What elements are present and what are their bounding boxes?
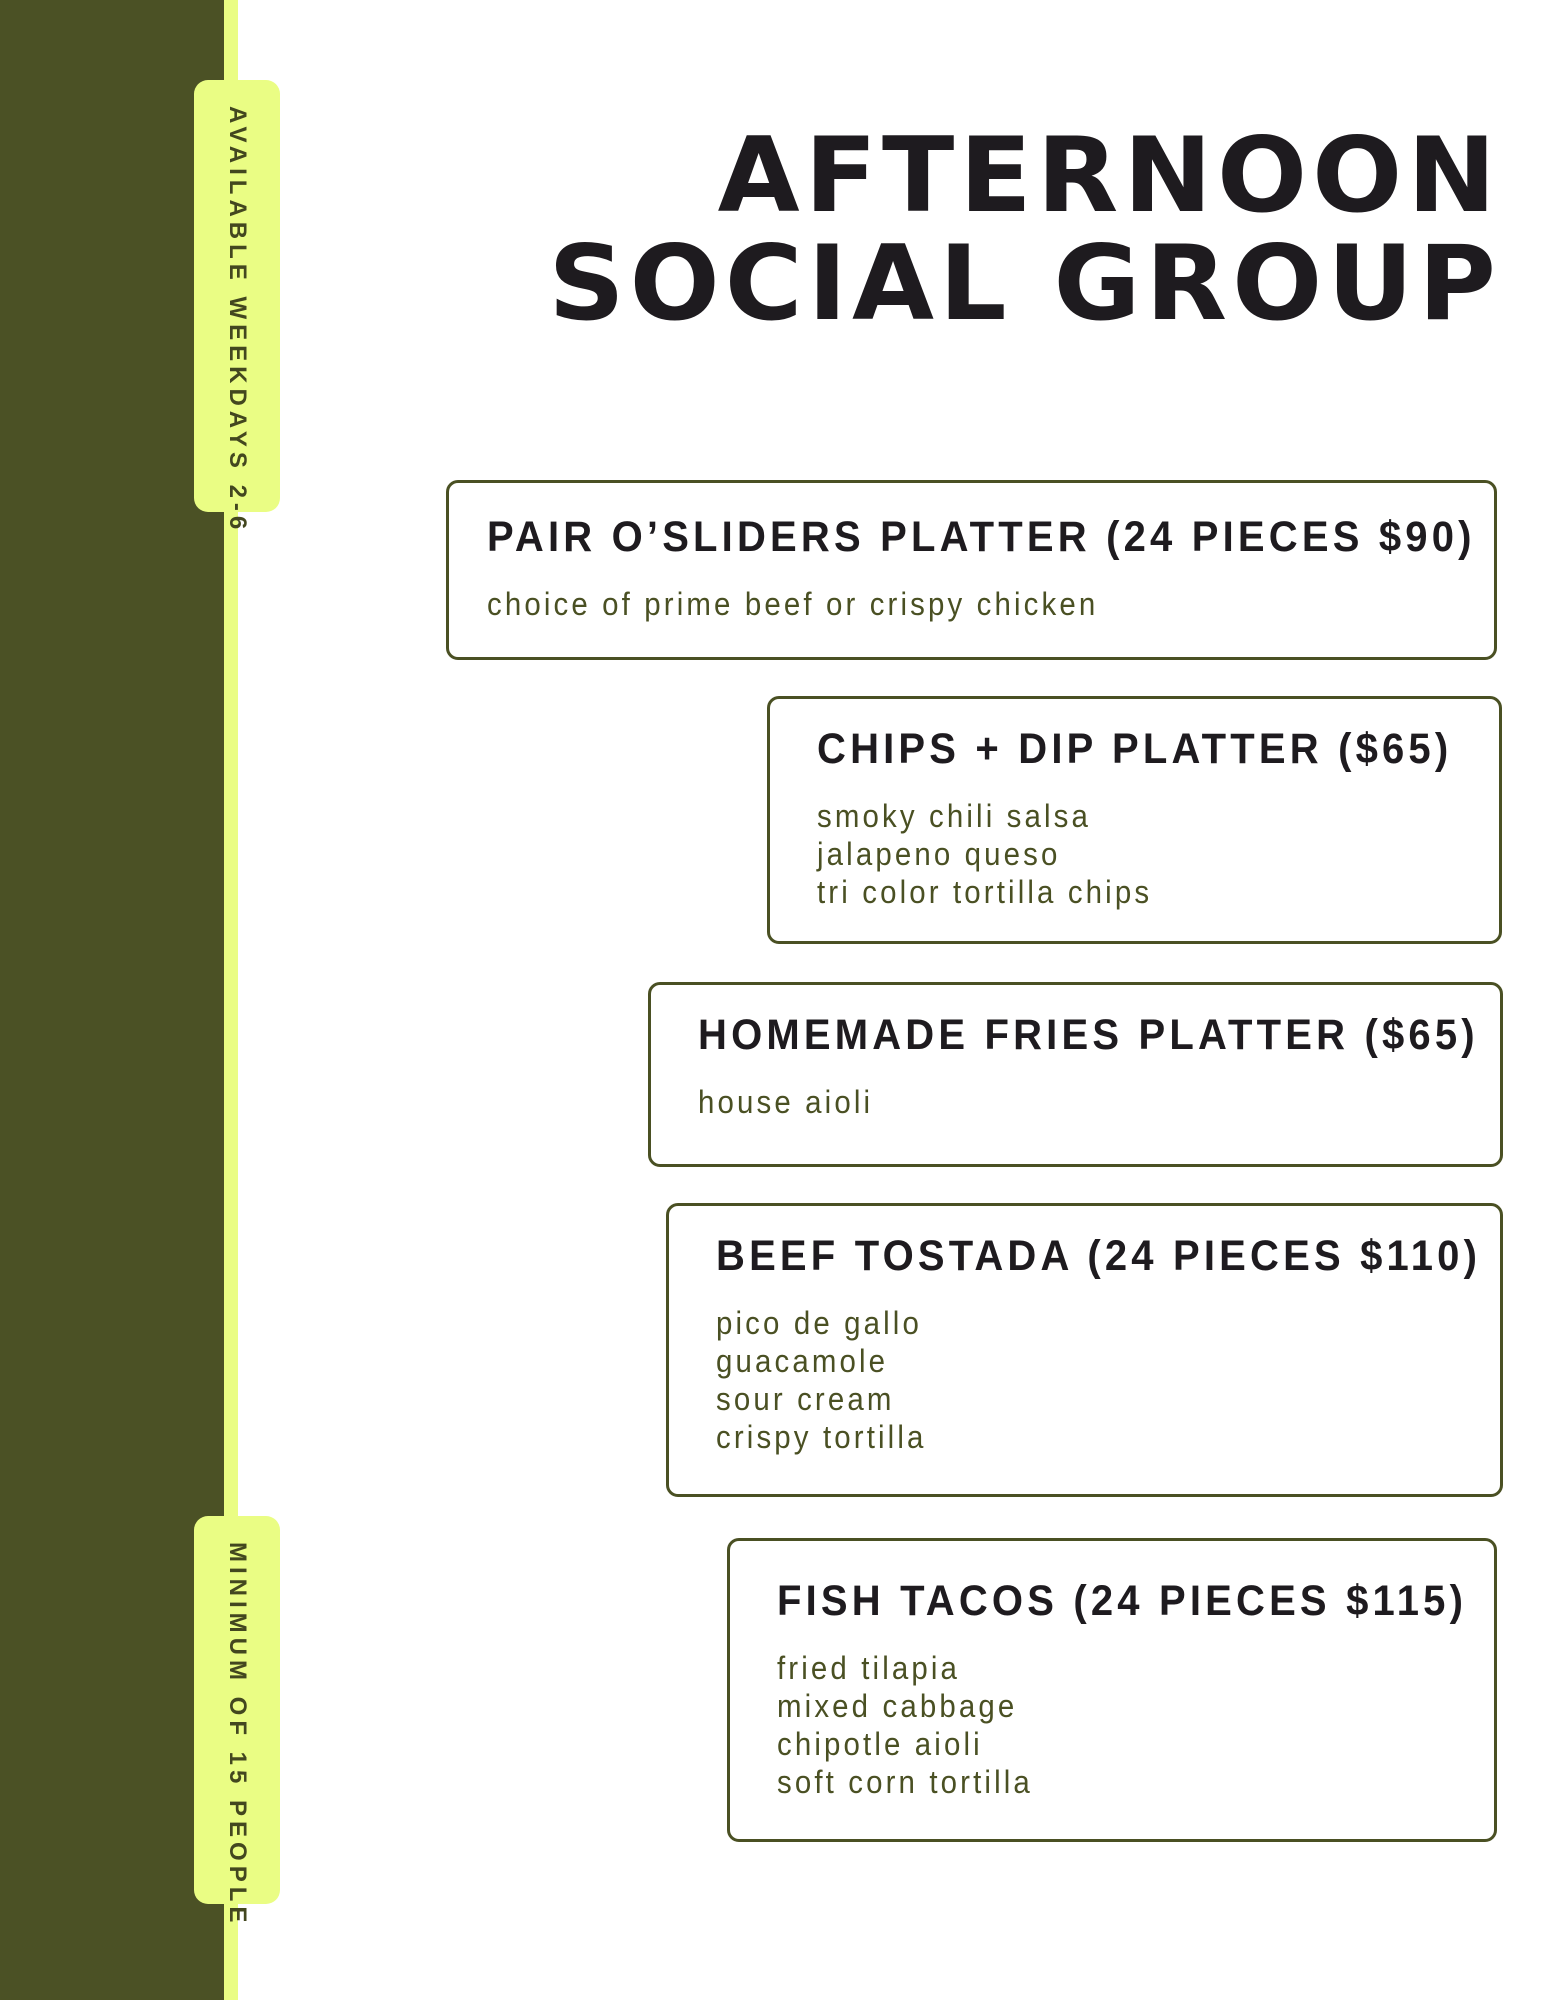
menu-card-fries	[648, 982, 1503, 1167]
menu-item-description	[817, 797, 1499, 911]
menu-item-description	[487, 585, 1494, 623]
menu-item-detail: jalapeno queso	[817, 836, 1061, 872]
menu-item-detail: tri color tortilla chips	[817, 874, 1153, 910]
menu-item-detail: soft corn tortilla	[777, 1764, 1033, 1800]
menu-item-title: BEEF TOSTADA (24 PIECES $110)	[716, 1232, 1482, 1280]
menu-card-sliders	[446, 480, 1497, 660]
minimum-tab	[194, 1516, 280, 1928]
menu-card-fish-tacos	[727, 1538, 1497, 1842]
menu-card-chips-dip	[767, 696, 1502, 944]
sidebar	[0, 0, 224, 2000]
menu-item-detail: fried tilapia	[777, 1650, 961, 1686]
page-title	[548, 115, 1501, 344]
menu-item-title: CHIPS + DIP PLATTER ($65)	[817, 725, 1453, 773]
menu-item-detail: smoky chili salsa	[817, 798, 1092, 834]
menu-item-detail: choice of prime beef or crispy chicken	[487, 586, 1099, 622]
availability-label: AVAILABLE WEEKDAYS 2-6	[224, 106, 251, 535]
menu-item-description	[698, 1083, 1500, 1121]
menu-card-beef-tostada	[666, 1203, 1503, 1497]
title-line-1: AFTERNOON	[717, 115, 1501, 236]
menu-item-detail: sour cream	[716, 1381, 895, 1417]
menu-item-description	[716, 1304, 1500, 1456]
menu-item-detail: pico de gallo	[716, 1305, 922, 1341]
menu-item-title: PAIR O’SLIDERS PLATTER (24 PIECES $90)	[487, 513, 1476, 561]
menu-item-description	[777, 1649, 1494, 1801]
menu-item-detail: house aioli	[698, 1084, 874, 1120]
menu-item-detail: chipotle aioli	[777, 1726, 983, 1762]
availability-tab	[194, 80, 280, 535]
menu-item-detail: guacamole	[716, 1343, 889, 1379]
menu-item-title: FISH TACOS (24 PIECES $115)	[777, 1577, 1468, 1625]
menu-item-detail: mixed cabbage	[777, 1688, 1018, 1724]
menu-item-title: HOMEMADE FRIES PLATTER ($65)	[698, 1011, 1479, 1059]
minimum-label: MINIMUM OF 15 PEOPLE	[224, 1542, 251, 1928]
menu-item-detail: crispy tortilla	[716, 1419, 927, 1455]
title-line-2: SOCIAL GROUP	[548, 222, 1501, 344]
